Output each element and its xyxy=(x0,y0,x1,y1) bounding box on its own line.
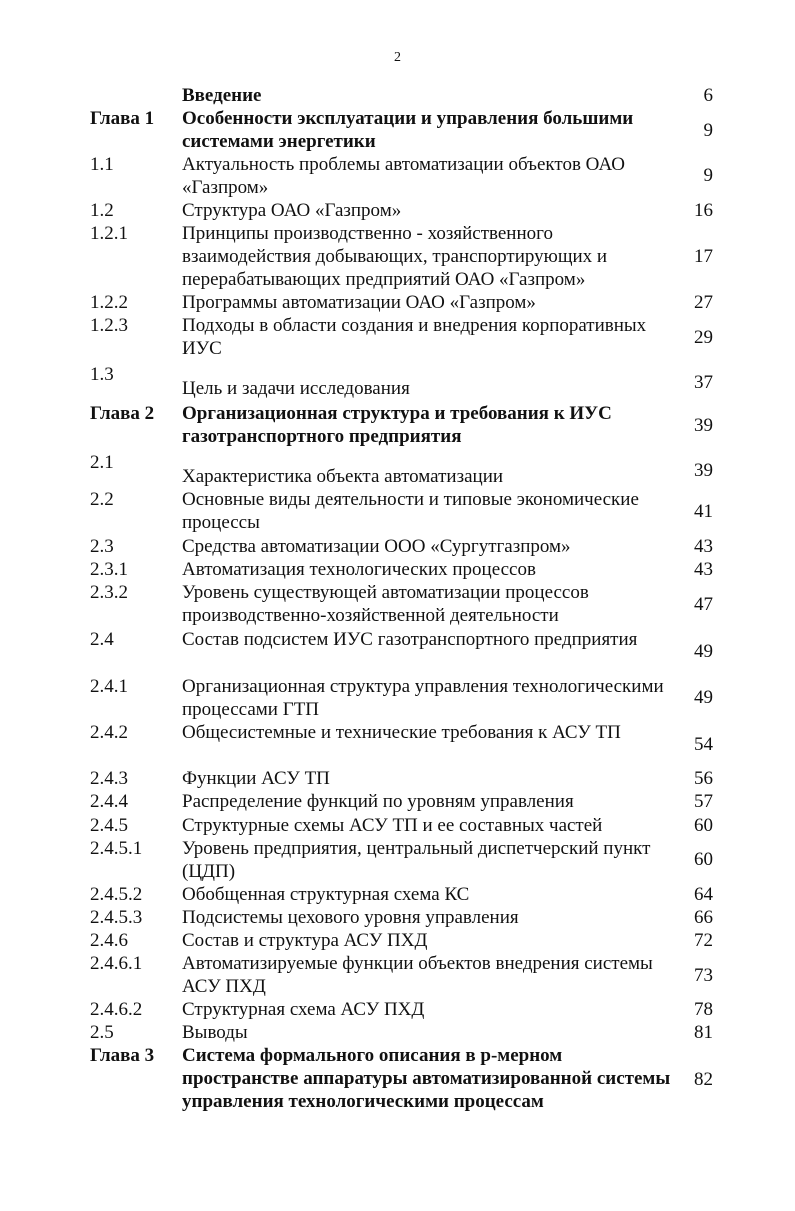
entry-number: 2.1 xyxy=(90,452,114,473)
entry-page: 39 xyxy=(694,460,713,481)
entry-title: Основные виды деятельности и типовые экономические процессы xyxy=(182,489,639,533)
entry-page: 39 xyxy=(694,415,713,436)
entry-page: 81 xyxy=(694,1022,713,1043)
entry-title: Структура ОАО «Газпром» xyxy=(182,200,402,221)
entry-page: 16 xyxy=(694,200,713,221)
entry-title: Актуальность проблемы автоматизации объектов ОАО «Газпром» xyxy=(182,154,625,198)
entry-title: Принципы производственно - хозяйственного взаимодействия добывающих, транспортирующих и перерабатывающих предприятий ОАО «Газпром» xyxy=(182,223,608,290)
entry-title: Выводы xyxy=(182,1022,248,1043)
entry-page: 56 xyxy=(694,768,713,789)
entry-title: Особенности эксплуатации и управления большими системами энергетики xyxy=(182,108,634,152)
entry-page: 57 xyxy=(694,791,713,812)
entry-title: Состав и структура АСУ ПХД xyxy=(182,930,428,951)
entry-page: 66 xyxy=(694,907,713,928)
entry-number: 1.2 xyxy=(90,200,114,221)
entry-number: 2.2 xyxy=(90,489,114,510)
entry-title: Организационная структура и требования к ИУС газотранспортного предприятия xyxy=(182,403,612,447)
entry-title: Организационная структура управления технологическими процессами ГТП xyxy=(182,676,664,720)
entry-page: 60 xyxy=(694,849,713,870)
entry-page: 72 xyxy=(694,930,713,951)
entry-page: 82 xyxy=(694,1069,713,1090)
entry-title: Структурные схемы АСУ ТП и ее составных частей xyxy=(182,815,603,836)
entry-title: Введение xyxy=(182,85,262,106)
entry-page: 64 xyxy=(694,884,713,905)
entry-title: Программы автоматизации ОАО «Газпром» xyxy=(182,292,536,313)
entry-number: 2.4.5 xyxy=(90,815,128,836)
entry-title: Общесистемные и технические требования к АСУ ТП xyxy=(182,722,621,743)
entry-page: 27 xyxy=(694,292,713,313)
entry-number: Глава 3 xyxy=(90,1045,155,1066)
entry-number: 2.3.1 xyxy=(90,559,128,580)
entry-page: 49 xyxy=(694,687,713,708)
entry-title: Цель и задачи исследования xyxy=(182,378,410,399)
entry-page: 43 xyxy=(694,559,713,580)
entry-title: Распределение функций по уровням управления xyxy=(182,791,574,812)
entry-page: 9 xyxy=(703,120,713,141)
entry-page: 78 xyxy=(694,999,713,1020)
entry-title: Функции АСУ ТП xyxy=(182,768,330,789)
entry-page: 73 xyxy=(694,965,713,986)
entry-number: 2.4.4 xyxy=(90,791,128,812)
entry-number: 1.2.1 xyxy=(90,223,128,244)
entry-page: 37 xyxy=(694,372,713,393)
entry-number: 2.4.6 xyxy=(90,930,128,951)
entry-page: 47 xyxy=(694,594,713,615)
entry-page: 60 xyxy=(694,815,713,836)
entry-number: 2.4.5.1 xyxy=(90,838,143,859)
entry-number: 1.2.2 xyxy=(90,292,128,313)
entry-number: 2.4 xyxy=(90,629,114,650)
entry-page: 9 xyxy=(703,165,713,186)
entry-number: 2.4.3 xyxy=(90,768,128,789)
entry-page: 43 xyxy=(694,536,713,557)
entry-number: 2.3.2 xyxy=(90,582,128,603)
entry-number: 1.1 xyxy=(90,154,114,175)
entry-title: Уровень существующей автоматизации процессов производственно-хозяйственной деятельности xyxy=(182,582,589,626)
entry-number: 1.3 xyxy=(90,364,114,385)
entry-title: Автоматизируемые функции объектов внедрения системы АСУ ПХД xyxy=(182,953,653,997)
entry-number: 2.3 xyxy=(90,536,114,557)
entry-page: 54 xyxy=(694,734,713,755)
entry-title: Состав подсистем ИУС газотранспортного предприятия xyxy=(182,629,638,650)
entry-number: 2.4.2 xyxy=(90,722,128,743)
entry-number: 1.2.3 xyxy=(90,315,128,336)
entry-number: 2.4.5.2 xyxy=(90,884,143,905)
entry-page: 49 xyxy=(694,641,713,662)
entry-page: 41 xyxy=(694,501,713,522)
entry-title: Подходы в области создания и внедрения корпоративных ИУС xyxy=(182,315,647,359)
entry-number: 2.4.5.3 xyxy=(90,907,143,928)
entry-number: Глава 1 xyxy=(90,108,155,129)
entry-number: 2.5 xyxy=(90,1022,114,1043)
entry-page: 17 xyxy=(694,246,713,267)
entry-title: Автоматизация технологических процессов xyxy=(182,559,536,580)
entry-title: Подсистемы цехового уровня управления xyxy=(182,907,519,928)
entry-page: 6 xyxy=(703,85,713,106)
entry-number: 2.4.6.1 xyxy=(90,953,143,974)
entry-number: 2.4.6.2 xyxy=(90,999,143,1020)
entry-title: Обобщенная структурная схема КС xyxy=(182,884,470,905)
entry-number: Глава 2 xyxy=(90,403,155,424)
page-number: 2 xyxy=(394,50,401,65)
entry-title: Структурная схема АСУ ПХД xyxy=(182,999,425,1020)
entry-title: Характеристика объекта автоматизации xyxy=(182,466,504,487)
entry-title: Система формального описания в р-мерном пространстве аппаратуры автоматизированной системы управления технологическими процессам xyxy=(182,1045,671,1112)
entry-page: 29 xyxy=(694,327,713,348)
entry-number: 2.4.1 xyxy=(90,676,128,697)
entry-title: Средства автоматизации ООО «Сургутгазпром» xyxy=(182,536,571,557)
entry-title: Уровень предприятия, центральный диспетчерский пункт (ЦДП) xyxy=(182,838,651,882)
